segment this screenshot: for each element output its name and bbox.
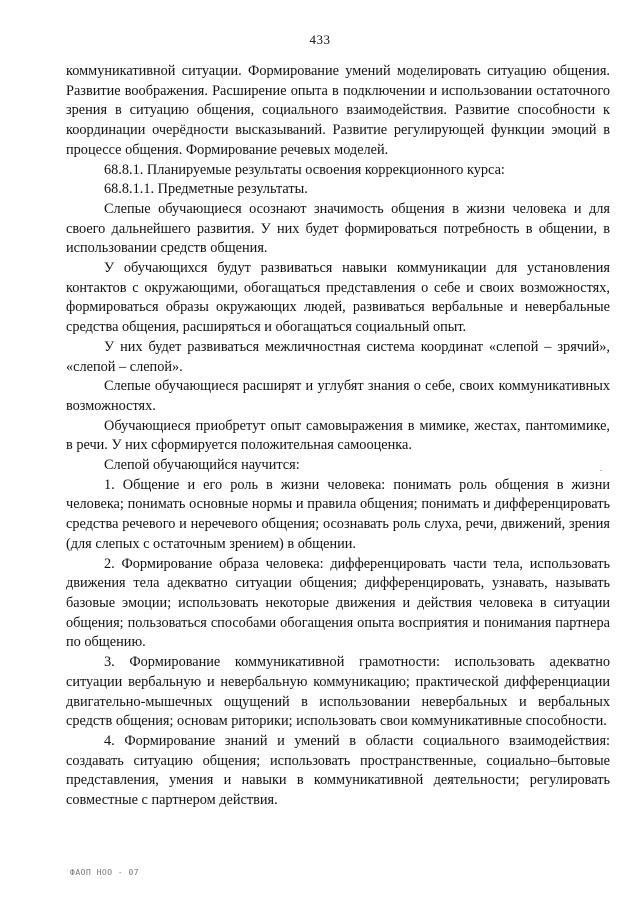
paragraph: Слепые обучающиеся расширят и углубят знания о себе, своих коммуникативных возможностях. [66,378,610,414]
paragraph: Слепые обучающиеся осознают значимость общения в жизни человека и для своего дальнейшего развития. У них будет формироваться потребность в общении, в использовании средств общения. [66,200,610,257]
scan-speck [600,470,602,471]
footer-mark: ФАОП НОО - 07 [70,868,140,877]
paragraph: У них будет развиваться межличностная система координат «слепой – зрячий», «слепой – слепой». [66,338,610,375]
body-text [66,62,610,811]
paragraph-list-intro: Слепой обучающийся научится: [104,457,300,474]
list-item: 2. Формирование образа человека: дифференцировать части тела, использовать движения тела адекватно ситуации общения; дифференцировать, узнавать, называть базовые эмоции; использовать некоторые движения и действия человека в ситуации общения; пользоваться способами обогащения опыта восприятия и понимания партнера по общению. [66,555,610,651]
paragraph: Обучающиеся приобретут опыт самовыражения в мимике, жестах, пантомимике, в речи. У них сформируется положительная самооценка. [66,417,610,454]
paragraph-heading-planned-results: 68.8.1. Планируемые результаты освоения коррекционного курса: [104,161,505,178]
page-number: 433 [309,32,331,47]
list-item: 3. Формирование коммуникативной грамотности: использовать адекватно ситуации вербальную и невербальную коммуникацию; практической дифференциации двигательно-мышечных ощущений в использовании невербальных и вербальных средств общения; основам риторики; использовать свои коммуникативные способности. [66,654,610,730]
list-item: 1. Общение и его роль в жизни человека: понимать роль общения в жизни человека; понимать основные нормы и правила общения; понимать и дифференцировать средства речевого и неречевого общения; осознавать роль слуха, речи, движений, зрения (для слепых с остаточным зрением) в общении. [66,476,610,552]
paragraph-heading-subject-results: 68.8.1.1. Предметные результаты. [104,181,308,198]
paragraph-continuation: коммуникативной ситуации. Формирование умений моделировать ситуацию общения. Развитие воображения. Расширение опыта в подключении и использовании остаточного зрения в ситуацию общения, социального взаимодействия. Развитие способности к координации очерёдности высказываний. Развитие регулирующей функции эмоций в процессе общения. Формирование речевых моделей. [66,63,610,158]
list-item: 4. Формирование знаний и умений в области социального взаимодействия: создавать ситуацию общения; использовать пространственные, социально–бытовые представления, умения и навыки в коммуникативной деятельности; регулировать совместные с партнером действия. [66,732,610,809]
paragraph: У обучающихся будут развиваться навыки коммуникации для установления контактов с окружающими, обогащаться представления о себе и своих возможностях, формироваться образы окружающих людей, развиваться вербальные и невербальные средства общения, расширяться и обогащаться социальный опыт. [66,260,610,336]
